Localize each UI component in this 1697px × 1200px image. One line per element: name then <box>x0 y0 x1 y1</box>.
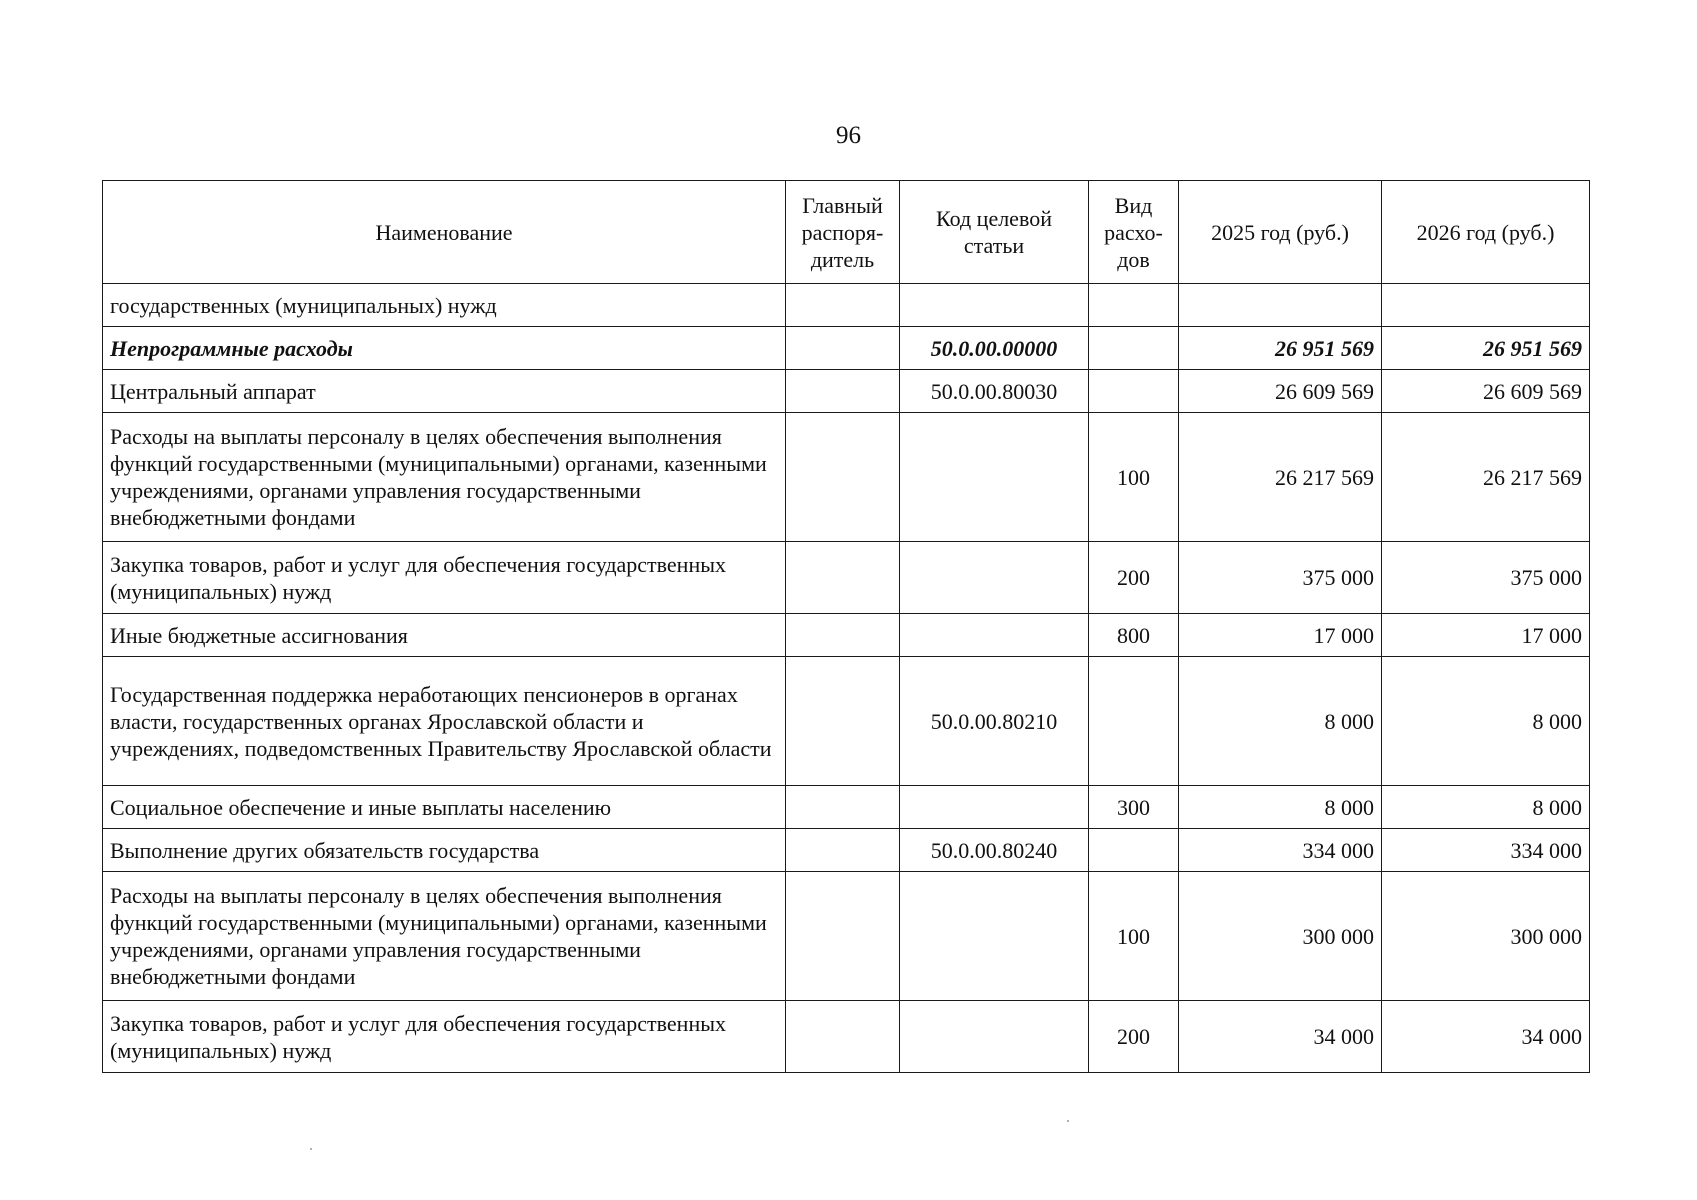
cell-kind <box>1089 370 1179 413</box>
cell-code: 50.0.00.80240 <box>900 829 1089 872</box>
cell-2025: 34 000 <box>1179 1001 1382 1073</box>
cell-2026: 26 951 569 <box>1382 327 1590 370</box>
cell-code <box>900 872 1089 1001</box>
cell-name: Центральный аппарат <box>103 370 786 413</box>
table-row <box>103 1001 1590 1073</box>
cell-2026: 8 000 <box>1382 657 1590 786</box>
cell-kind: 200 <box>1089 1001 1179 1073</box>
cell-2026: 334 000 <box>1382 829 1590 872</box>
header-chief: Главный распоря-дитель <box>786 181 900 284</box>
cell-name: Расходы на выплаты персоналу в целях обеспечения выполнения функций государственными (муниципальными) органами, казенными учреждениями, органами управления государственными внебюджетными фондами <box>103 413 786 542</box>
cell-2025: 8 000 <box>1179 786 1382 829</box>
cell-code <box>900 413 1089 542</box>
cell-chief <box>786 786 900 829</box>
cell-name: Иные бюджетные ассигнования <box>103 614 786 657</box>
cell-code: 50.0.00.80030 <box>900 370 1089 413</box>
cell-kind <box>1089 284 1179 327</box>
cell-code <box>900 1001 1089 1073</box>
table-row <box>103 284 1590 327</box>
table-row <box>103 614 1590 657</box>
scan-speck <box>310 1148 312 1150</box>
budget-table <box>102 180 1590 1073</box>
cell-code <box>900 284 1089 327</box>
cell-kind: 100 <box>1089 413 1179 542</box>
header-2026: 2026 год (руб.) <box>1382 181 1590 284</box>
table-body <box>103 284 1590 1073</box>
cell-2026: 26 609 569 <box>1382 370 1590 413</box>
cell-2026 <box>1382 284 1590 327</box>
cell-name: Непрограммные расходы <box>103 327 786 370</box>
cell-2026: 300 000 <box>1382 872 1590 1001</box>
cell-name: Закупка товаров, работ и услуг для обеспечения государственных (муниципальных) нужд <box>103 542 786 614</box>
table-row <box>103 829 1590 872</box>
cell-2025: 300 000 <box>1179 872 1382 1001</box>
scan-speck <box>1067 1120 1069 1122</box>
cell-code: 50.0.00.80210 <box>900 657 1089 786</box>
header-name: Наименование <box>103 181 786 284</box>
cell-2025: 26 951 569 <box>1179 327 1382 370</box>
cell-name: государственных (муниципальных) нужд <box>103 284 786 327</box>
table-row <box>103 542 1590 614</box>
cell-2025: 26 217 569 <box>1179 413 1382 542</box>
cell-kind <box>1089 327 1179 370</box>
cell-chief <box>786 370 900 413</box>
cell-2025: 17 000 <box>1179 614 1382 657</box>
cell-chief <box>786 327 900 370</box>
cell-kind <box>1089 829 1179 872</box>
cell-chief <box>786 657 900 786</box>
cell-2025: 334 000 <box>1179 829 1382 872</box>
table-row <box>103 657 1590 786</box>
header-code: Код целевой статьи <box>900 181 1089 284</box>
cell-chief <box>786 872 900 1001</box>
cell-kind: 300 <box>1089 786 1179 829</box>
cell-name: Расходы на выплаты персоналу в целях обеспечения выполнения функций государственными (муниципальными) органами, казенными учреждениями, органами управления государственными внебюджетными фондами <box>103 872 786 1001</box>
header-row <box>103 181 1590 284</box>
cell-2026: 26 217 569 <box>1382 413 1590 542</box>
cell-chief <box>786 1001 900 1073</box>
cell-kind: 100 <box>1089 872 1179 1001</box>
cell-chief <box>786 284 900 327</box>
cell-2025 <box>1179 284 1382 327</box>
cell-kind <box>1089 657 1179 786</box>
cell-2025: 375 000 <box>1179 542 1382 614</box>
table-header <box>103 181 1590 284</box>
cell-2026: 8 000 <box>1382 786 1590 829</box>
cell-code <box>900 614 1089 657</box>
cell-name: Социальное обеспечение и иные выплаты населению <box>103 786 786 829</box>
cell-2026: 375 000 <box>1382 542 1590 614</box>
cell-kind: 800 <box>1089 614 1179 657</box>
table-row <box>103 413 1590 542</box>
cell-code <box>900 786 1089 829</box>
cell-2026: 17 000 <box>1382 614 1590 657</box>
cell-code: 50.0.00.00000 <box>900 327 1089 370</box>
cell-2025: 26 609 569 <box>1179 370 1382 413</box>
cell-chief <box>786 542 900 614</box>
table-row <box>103 327 1590 370</box>
cell-chief <box>786 829 900 872</box>
header-kind: Вид расхо-дов <box>1089 181 1179 284</box>
cell-code <box>900 542 1089 614</box>
table-row <box>103 872 1590 1001</box>
cell-2025: 8 000 <box>1179 657 1382 786</box>
cell-kind: 200 <box>1089 542 1179 614</box>
cell-2026: 34 000 <box>1382 1001 1590 1073</box>
cell-name: Выполнение других обязательств государства <box>103 829 786 872</box>
cell-chief <box>786 614 900 657</box>
cell-chief <box>786 413 900 542</box>
cell-name: Государственная поддержка неработающих пенсионеров в органах власти, государственных органах Ярославской области и учреждениях, подведомственных Правительству Ярославской области <box>103 657 786 786</box>
table-row <box>103 786 1590 829</box>
table-row <box>103 370 1590 413</box>
page-number: 96 <box>836 122 861 149</box>
header-2025: 2025 год (руб.) <box>1179 181 1382 284</box>
cell-name: Закупка товаров, работ и услуг для обеспечения государственных (муниципальных) нужд <box>103 1001 786 1073</box>
